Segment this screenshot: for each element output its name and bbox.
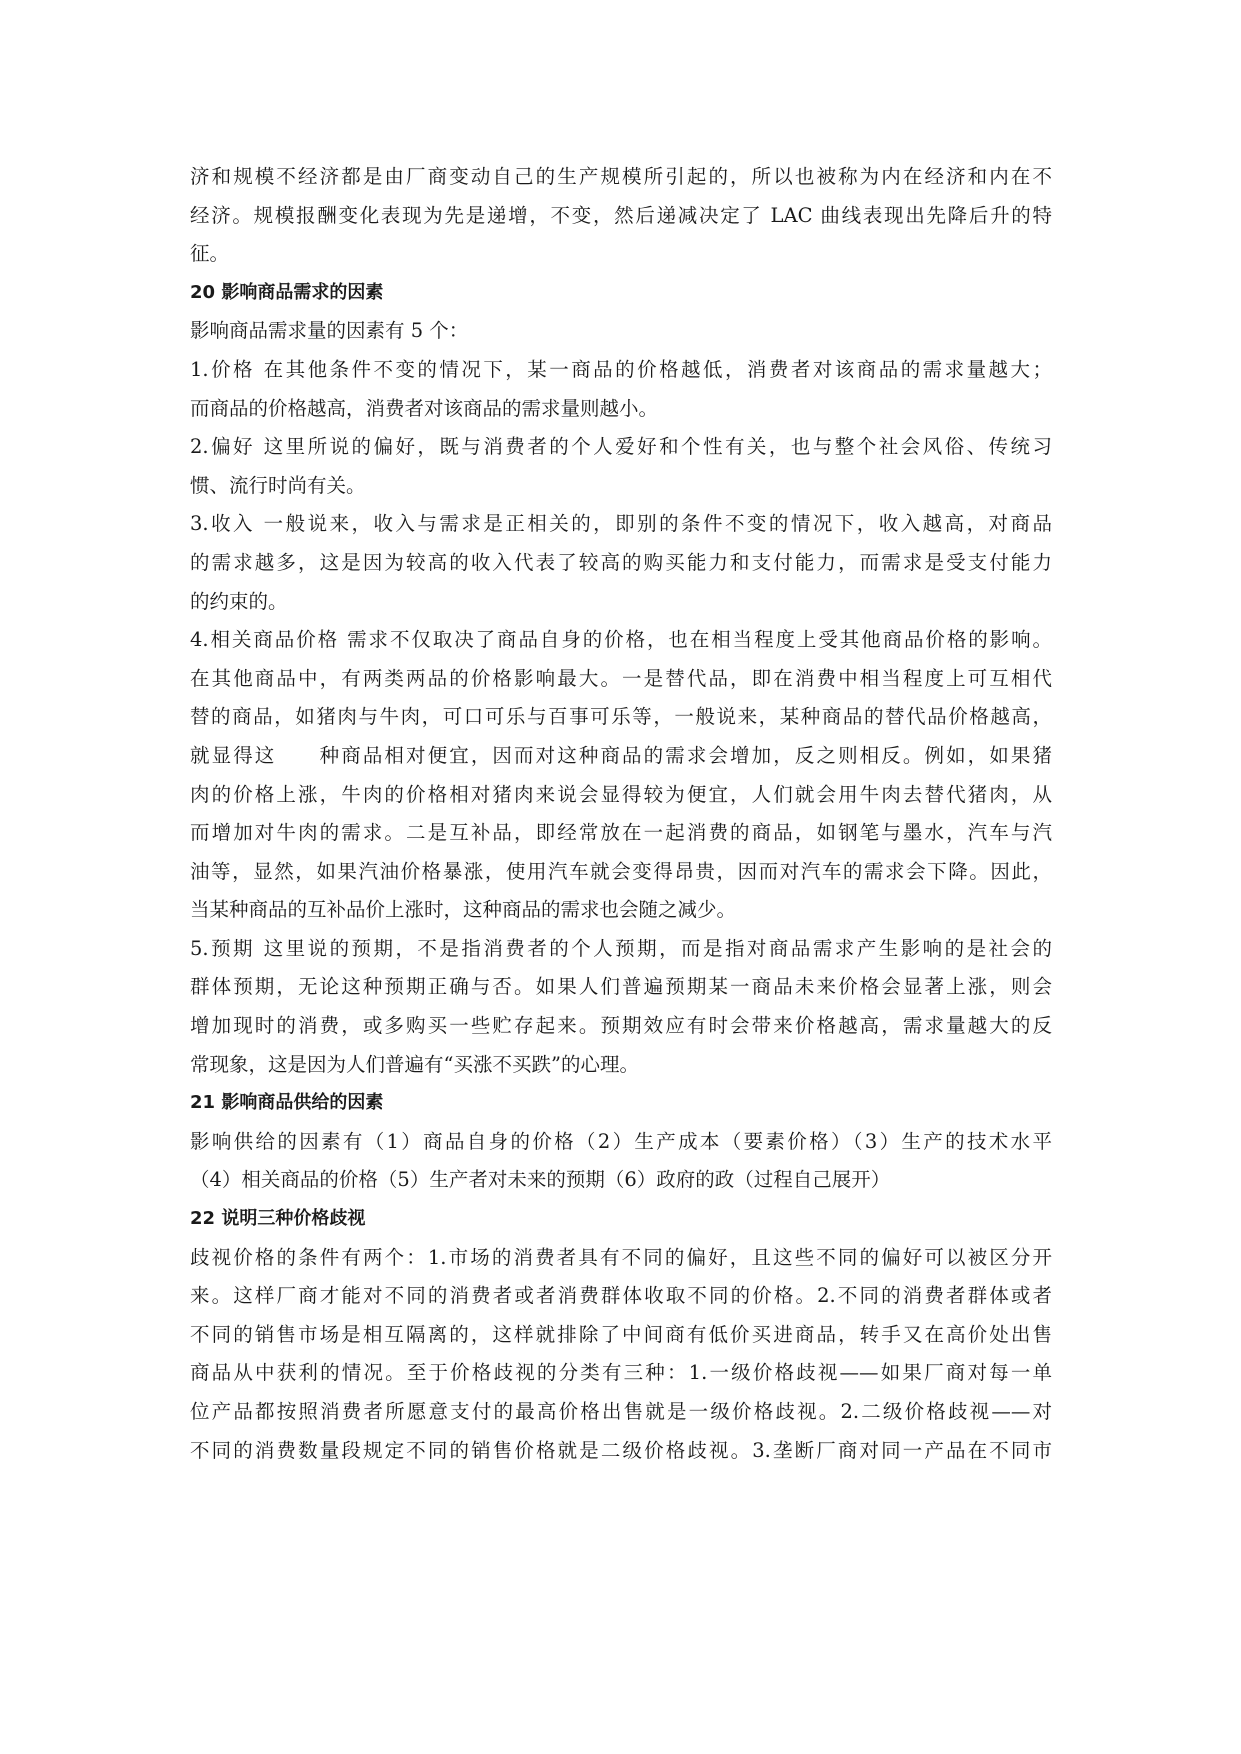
document-page — [190, 158, 1052, 1470]
text-line: 惯、流行时尚有关。 — [190, 473, 366, 497]
text-line: 肉的价格上涨，牛肉的价格相对猪肉来说会显得较为便宜，人们就会用牛肉去替代猪肉，从 — [190, 782, 1052, 806]
text-line: 征。 — [190, 242, 230, 266]
paragraph — [190, 312, 1052, 351]
section-heading: 21 影响商品供给的因素 — [190, 1092, 384, 1114]
section-heading: 22 说明三种价格歧视 — [190, 1208, 366, 1230]
text-line: 而增加对牛肉的需求。二是互补品，即经常放在一起消费的商品，如钢笔与墨水，汽车与汽 — [190, 821, 1052, 845]
text-line: 不同的销售市场是相互隔离的，这样就排除了中间商有低价买进商品，转手又在高价处出售 — [190, 1322, 1052, 1346]
text-line: 常现象，这是因为人们普遍有“买涨不买跌”的心理。 — [190, 1052, 639, 1076]
text-line: 在其他商品中，有两类两品的价格影响最大。一是替代品，即在消费中相当程度上可互相代 — [190, 666, 1052, 690]
text-line: 商品从中获利的情况。至于价格歧视的分类有三种：1.一级价格歧视——如果厂商对每一单 — [190, 1361, 1052, 1385]
paragraph — [190, 930, 1052, 1084]
text-line: 5.预期 这里说的预期，不是指消费者的个人预期，而是指对商品需求产生影响的是社会的 — [190, 936, 1052, 960]
text-line: 油等，显然，如果汽油价格暴涨，使用汽车就会变得昂贵，因而对汽车的需求会下降。因此， — [190, 859, 1052, 883]
paragraph — [190, 1239, 1052, 1471]
text-line: 济和规模不经济都是由厂商变动自己的生产规模所引起的，所以也被称为内在经济和内在不 — [190, 165, 1052, 188]
text-line: 2.偏好 这里所说的偏好，既与消费者的个人爱好和个性有关，也与整个社会风俗、传统习 — [190, 435, 1052, 459]
text-line: 3.收入 一般说来，收入与需求是正相关的，即别的条件不变的情况下，收入越高，对商品 — [190, 512, 1052, 536]
text-line: 替的商品，如猪肉与牛肉，可口可乐与百事可乐等，一般说来，某种商品的替代品价格越高， — [190, 705, 1052, 729]
paragraph — [190, 1123, 1052, 1200]
paragraph — [190, 428, 1052, 505]
text-line: 的约束的。 — [190, 589, 288, 613]
paragraph — [190, 158, 1052, 274]
text-line: 位产品都按照消费者所愿意支付的最高价格出售就是一级价格歧视。2.二级价格歧视——对 — [190, 1400, 1052, 1423]
text-line: 增加现时的消费，或多购买一些贮存起来。预期效应有时会带来价格越高，需求量越大的反 — [190, 1014, 1052, 1038]
paragraph — [190, 621, 1052, 930]
text-line: 影响商品需求量的因素有 5 个： — [190, 319, 469, 343]
text-line: 1.价格 在其他条件不变的情况下，某一商品的价格越低，消费者对该商品的需求量越大； — [190, 357, 1052, 381]
text-line: 的需求越多，这是因为较高的收入代表了较高的购买能力和支付能力，而需求是受支付能力 — [190, 550, 1052, 574]
text-line: 来。这样厂商才能对不同的消费者或者消费群体收取不同的价格。2.不同的消费者群体或者 — [190, 1284, 1052, 1308]
text-line: 歧视价格的条件有两个：1.市场的消费者具有不同的偏好，且这些不同的偏好可以被区分开 — [190, 1245, 1052, 1269]
text-line: 当某种商品的互补品价上涨时，这种商品的需求也会随之减少。 — [190, 898, 737, 922]
paragraph — [190, 505, 1052, 621]
text-line: 群体预期，无论这种预期正确与否。如果人们普遍预期某一商品未来价格会显著上涨，则会 — [190, 975, 1052, 999]
text-line: 而商品的价格越高，消费者对该商品的需求量则越小。 — [190, 396, 659, 420]
text-line: 不同的消费数量段规定不同的销售价格就是二级价格歧视。3.垄断厂商对同一产品在不同市 — [190, 1438, 1052, 1462]
section-heading: 20 影响商品需求的因素 — [190, 281, 384, 303]
paragraph — [190, 351, 1052, 428]
document-body — [190, 158, 1052, 1470]
text-line: 4.相关商品价格 需求不仅取决了商品自身的价格，也在相当程度上受其他商品价格的影响。 — [190, 628, 1052, 652]
text-line: （4）相关商品的价格（5）生产者对未来的预期（6）政府的政（过程自己展开） — [190, 1168, 891, 1192]
text-line: 影响供给的因素有（1）商品自身的价格（2）生产成本（要素价格）（3）生产的技术水平 — [190, 1129, 1052, 1153]
text-line: 经济。规模报酬变化表现为先是递增，不变，然后递减决定了 LAC 曲线表现出先降后升的特 — [190, 203, 1052, 227]
text-line: 就显得这 种商品相对便宜，因而对这种商品的需求会增加，反之则相反。例如，如果猪 — [190, 743, 1052, 767]
